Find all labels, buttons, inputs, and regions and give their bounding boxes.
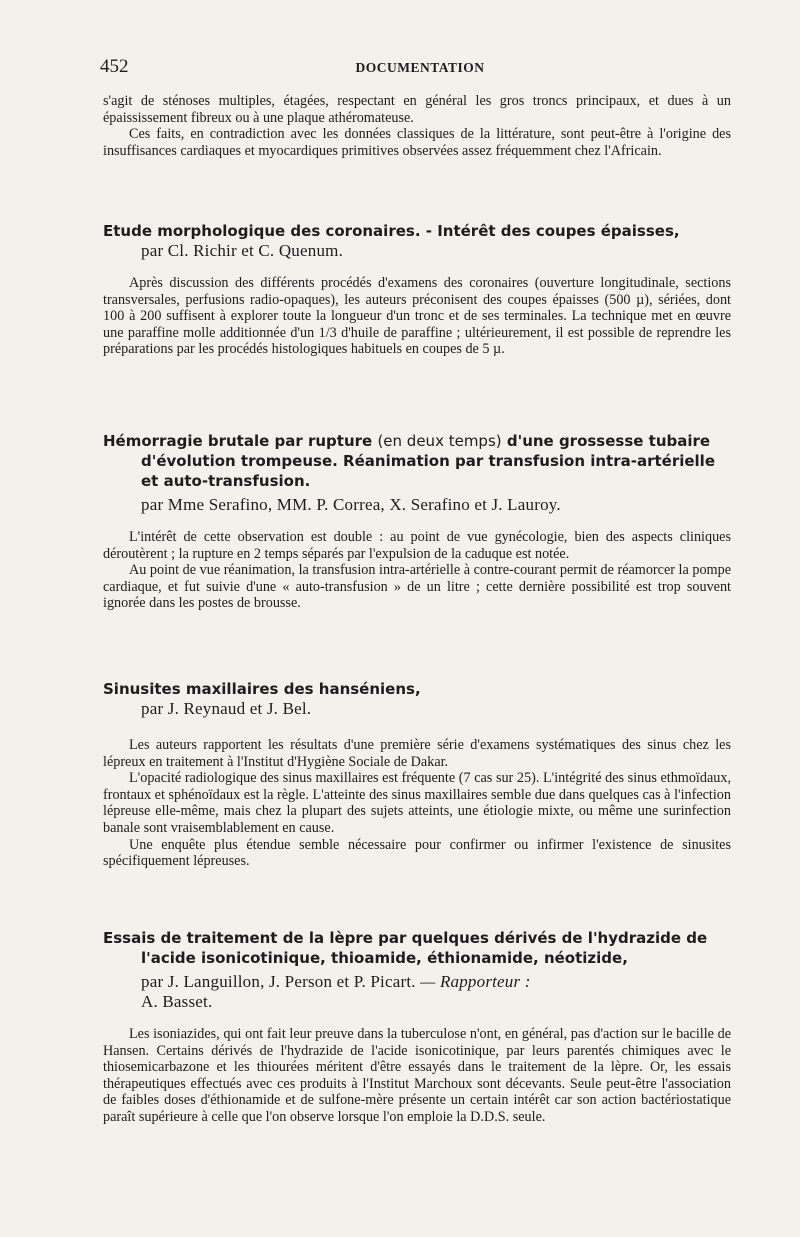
running-title: DOCUMENTATION bbox=[355, 60, 485, 75]
title-part: l'acide isonicotinique, thioamide, éthionamide, néotizide, bbox=[141, 949, 628, 967]
article-authors: par Cl. Richir et C. Quenum. bbox=[141, 241, 344, 260]
article-paragraph: L'opacité radiologique des sinus maxillaires est fréquente (7 cas sur 25). L'intégrité des sinus ethmoïdaux, frontaux et sphénoïdaux est la règle. L'atteinte des sinus maxillaires semble due dans quelques cas à l'infection lépreuse elle-même, mais chez la plupart des sujets atteints, une étiologie mixte, ou même une surinfection banale sont vraisemblablement en cause. bbox=[103, 770, 731, 836]
rapporteur-name: A. Basset. bbox=[141, 992, 213, 1011]
title-part: (en deux temps) bbox=[377, 432, 502, 450]
article-paragraph: Les auteurs rapportent les résultats d'une première série d'examens systématiques des sinus chez les lépreux en traitement à l'Institut d'Hygiène Sociale de Dakar. bbox=[103, 737, 731, 770]
intro-section bbox=[103, 93, 731, 159]
rapporteur-label: — Rapporteur : bbox=[420, 972, 531, 991]
intro-paragraph-2: Ces faits, en contradiction avec les données classiques de la littérature, sont peut-être à l'origine des insuffisances cardiaques et myocardiques primitives observées assez fréquemment chez l'Africain. bbox=[103, 126, 731, 159]
article-hemorragie bbox=[103, 431, 731, 612]
page-number: 452 bbox=[100, 56, 129, 77]
article-paragraph: Une enquête plus étendue semble nécessaire pour confirmer ou infirmer l'existence de sinusites spécifiquement lépreuses. bbox=[103, 836, 731, 870]
article-authors: par Mme Serafino, MM. P. Correa, X. Serafino et J. Lauroy. bbox=[141, 495, 561, 514]
title-part: d'évolution trompeuse. Réanimation par transfusion intra-artérielle et auto-transfusion. bbox=[141, 452, 715, 490]
title-part: d'une grossesse tubaire bbox=[506, 432, 711, 450]
article-title: Sinusites maxillaires des hanséniens, bbox=[103, 680, 421, 698]
article-title bbox=[103, 431, 731, 491]
article-title bbox=[103, 928, 731, 968]
article-paragraph: Au point de vue réanimation, la transfusion intra-artérielle à contre-courant permit de réamorcer la pompe cardiaque, et fut suivie d'une « auto-transfusion » de un litre ; cette dernière possibilité est trop souvent ignorée dans les postes de brousse. bbox=[103, 562, 731, 612]
title-part: Hémorragie brutale par rupture bbox=[103, 432, 373, 450]
article-paragraph: Après discussion des différents procédés d'examens des coronaires (ouverture longitudinale, sections transversales, perfusions radio-opaques), les auteurs préconisent des coupes épaisses (500 µ), sériées, dont 100 à 200 suffisent à explorer toute la longueur d'un tronc et de ses terminales. La technique met en œuvre une paraffine molle additionnée d'un 1/3 d'huile de paraffine ; ultérieurement, il est possible de reprendre les préparations par les procédés histologiques habituels en coupes de 5 µ. bbox=[103, 275, 731, 358]
article-authors bbox=[141, 972, 731, 992]
authors-names: par J. Languillon, J. Person et P. Picart. bbox=[141, 972, 416, 991]
page-header bbox=[100, 56, 740, 82]
title-part: Essais de traitement de la lèpre par quelques dérivés de l'hydrazide de bbox=[103, 929, 708, 947]
article-paragraph: Les isoniazides, qui ont fait leur preuve dans la tuberculose n'ont, en général, pas d'action sur le bacille de Hansen. Certains dérivés de l'hydrazide de l'acide isonicotinique, par leurs parentés chimiques avec le thiosemicarbazone et les thiourées méritent d'être essayés dans le traitement de la lèpre. Or, les essais thérapeutiques effectués avec ces produits à l'Institut Marchoux sont décevants. Seule peut-être l'association de faibles doses d'éthionamide et de sulfone-mère présente un certain intérêt car son action bactériostatique paraît supérieure à celle que l'on observe lorsque l'on emploie la D.D.S. seule. bbox=[103, 1026, 731, 1125]
article-coronaires bbox=[103, 221, 731, 358]
intro-paragraph-1: s'agit de sténoses multiples, étagées, respectant en général les gros troncs principaux, et dues à un épaississement fibreux ou à une plaque athéromateuse. bbox=[103, 93, 731, 126]
article-title: Etude morphologique des coronaires. - Intérêt des coupes épaisses, bbox=[103, 222, 680, 240]
article-authors: par J. Reynaud et J. Bel. bbox=[141, 699, 312, 718]
article-sinusites bbox=[103, 679, 731, 870]
article-lepre bbox=[103, 928, 731, 1126]
article-paragraph: L'intérêt de cette observation est double : au point de vue gynécologie, bien des aspects cliniques déroutèrent ; la rupture en 2 temps séparés par l'expulsion de la caduque est notée. bbox=[103, 529, 731, 562]
